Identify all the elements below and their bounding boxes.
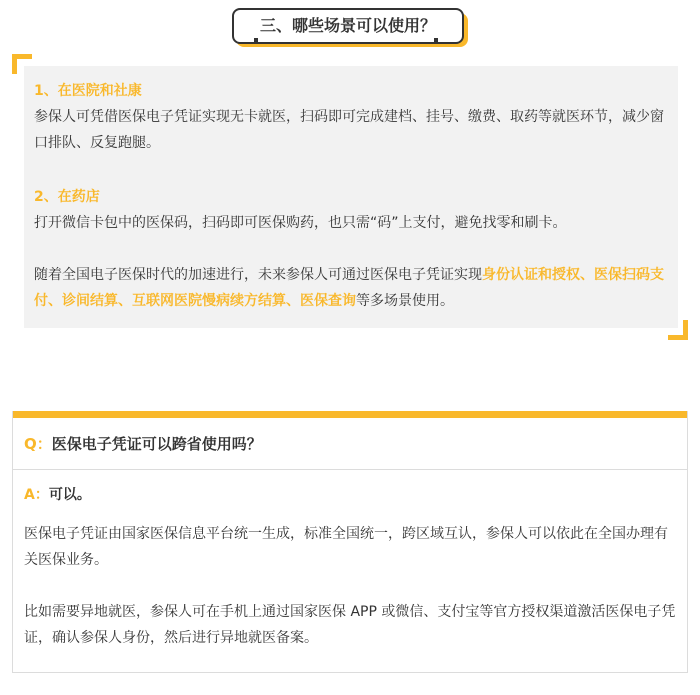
- future-text-suffix: 等多场景使用。: [356, 293, 454, 309]
- future-text-prefix: 随着全国电子医保时代的加速进行，未来参保人可通过医保电子凭证实现: [34, 267, 482, 283]
- future-highlight-1: 身份认证和授权、: [482, 267, 594, 283]
- title-stub-left: [254, 38, 258, 44]
- section-title-tab: [232, 8, 468, 46]
- answer-paragraph-1: 医保电子凭证由国家医保信息平台统一生成，标准全国统一，跨区域互认，参保人可以依此在全国办理有关医保业务。: [24, 526, 668, 568]
- question-line: [24, 433, 262, 454]
- title-stub-right: [434, 38, 438, 44]
- future-paragraph: [34, 262, 674, 314]
- qa-box: [12, 411, 688, 673]
- answer-body: [24, 521, 680, 651]
- question-row: [13, 419, 687, 470]
- answer-text: 可以。: [48, 487, 91, 503]
- a-label: A：: [24, 487, 49, 503]
- scenarios-content: [34, 78, 674, 314]
- future-highlight-2: 医保扫码支付、诊间结算、互联网医院慢病续方结算、医保查询: [34, 267, 664, 309]
- item2-text: 打开微信卡包中的医保码，扫码即可医保购药，也只需“码”上支付，避免找零和刷卡。: [34, 215, 567, 231]
- scenarios-card: [24, 66, 678, 328]
- question-text: 医保电子凭证可以跨省使用吗？: [51, 435, 262, 453]
- corner-bracket-top-left: [12, 54, 32, 74]
- item1-heading: 1、在医院和社康: [34, 83, 142, 99]
- item2-heading: 2、在药店: [34, 189, 100, 205]
- q-label: Q：: [24, 435, 52, 453]
- item1-text: 参保人可凭借医保电子凭证实现无卡就医，扫码即可完成建档、挂号、缴费、取药等就医环节，减少窗口排队、反复跑腿。: [34, 109, 664, 151]
- corner-bracket-bottom-right: [668, 320, 688, 340]
- section-title: 三、哪些场景可以使用？: [232, 8, 464, 44]
- answer-line: [24, 484, 91, 504]
- answer-paragraph-2: 比如需要异地就医，参保人可在手机上通过国家医保 APP 或微信、支付宝等官方授权渠道激活医保电子凭证，确认参保人身份，然后进行异地就医备案。: [24, 604, 676, 646]
